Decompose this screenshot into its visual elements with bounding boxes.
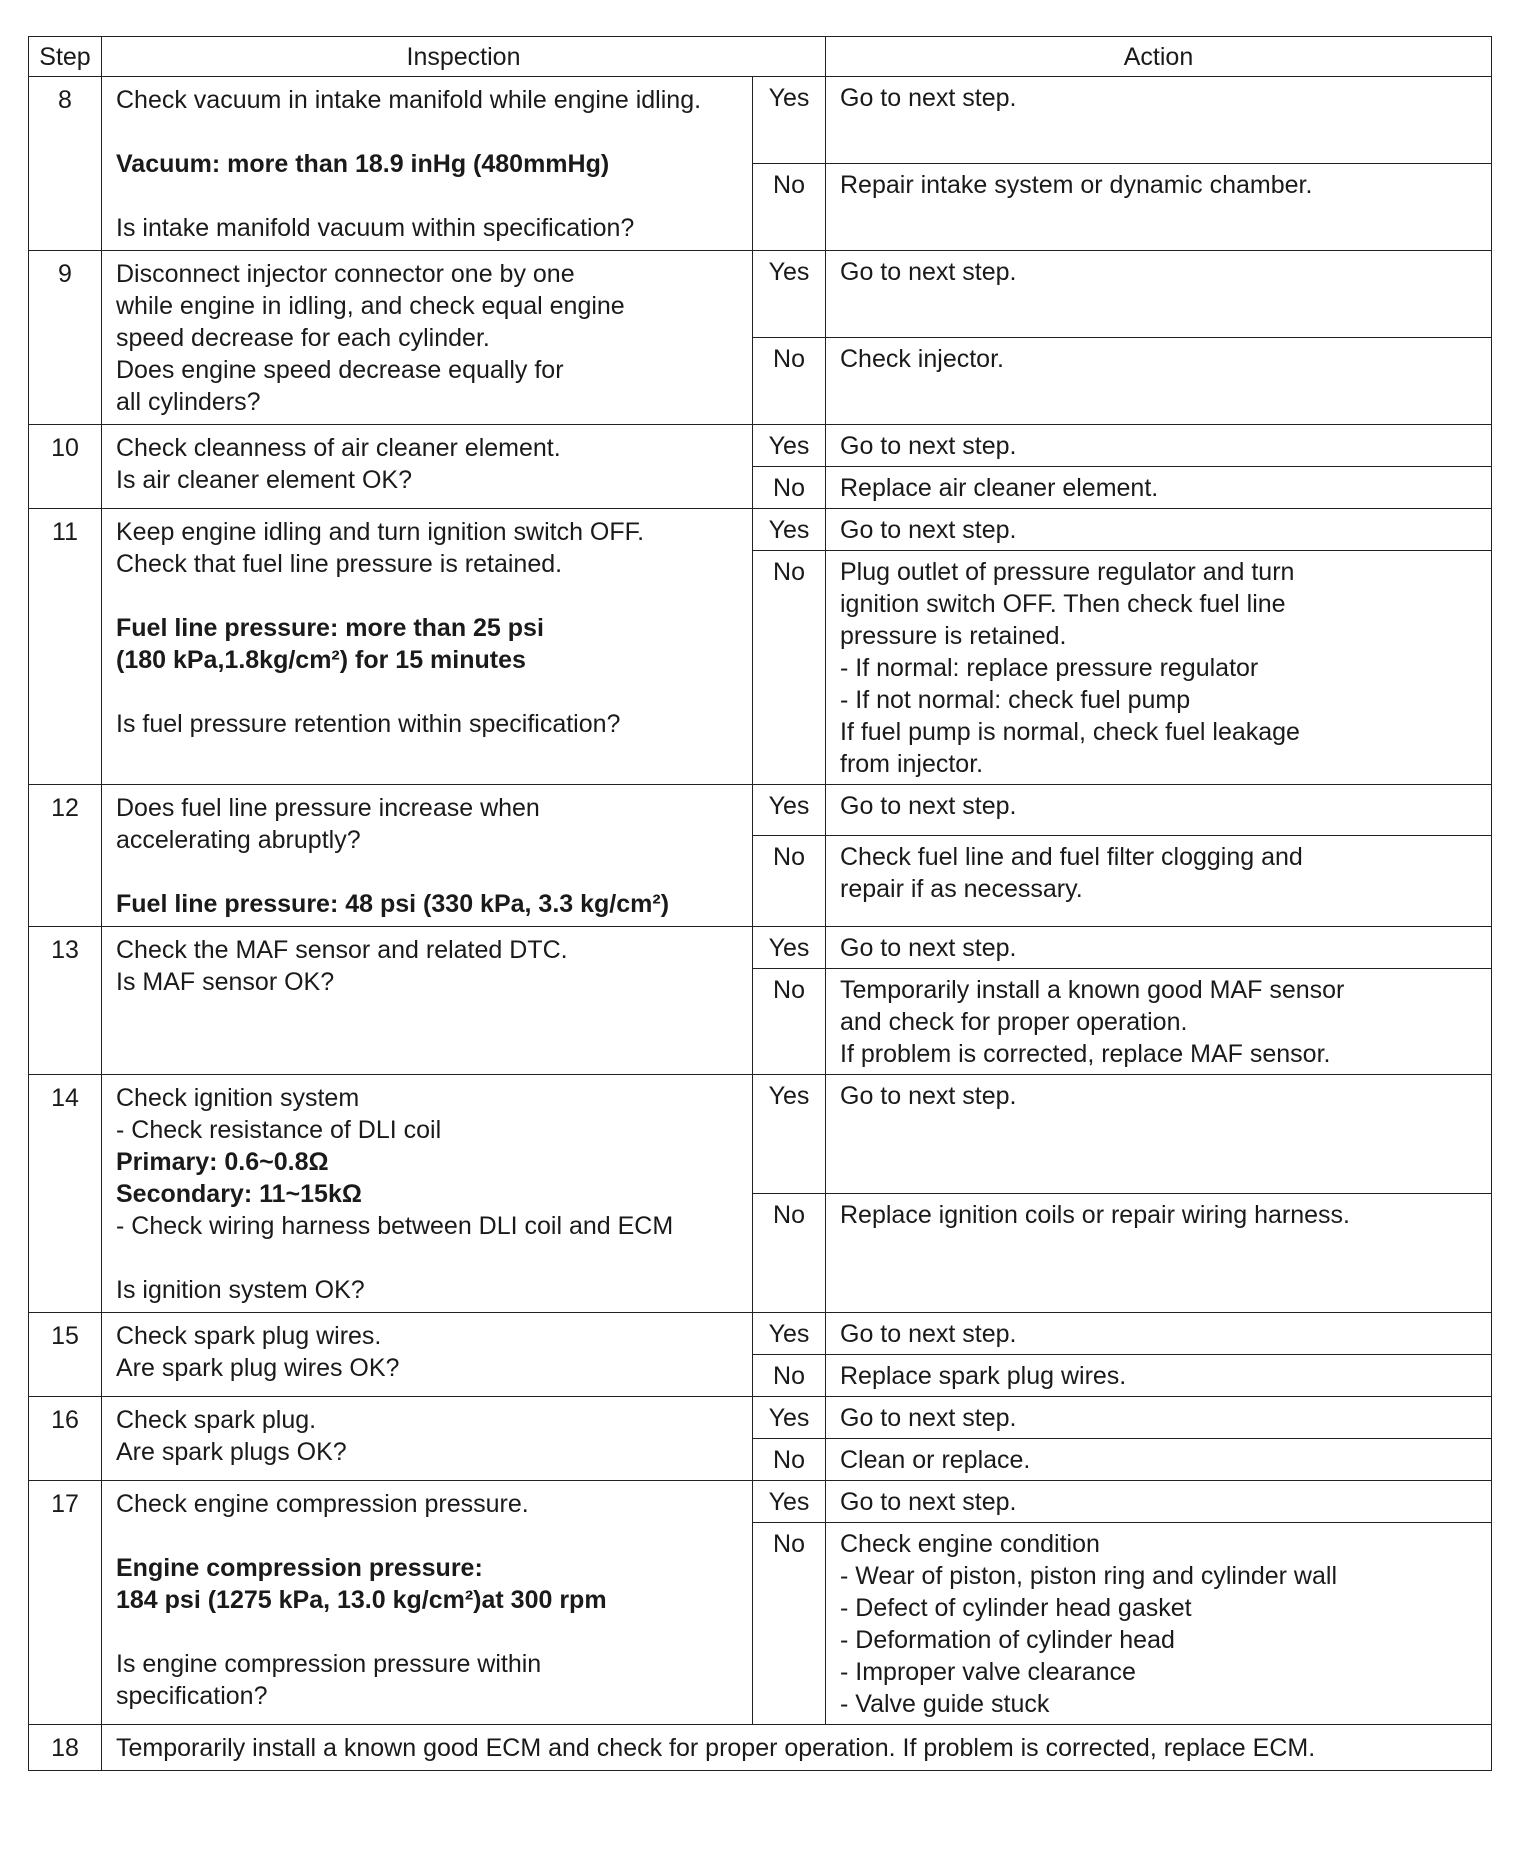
yes-label: Yes [753,785,826,836]
yes-action-line: Go to next step. [840,1082,1017,1110]
inspection-line: all cylinders? [116,388,261,416]
inspection-cell [102,77,753,251]
step-number: 10 [29,425,102,509]
inspection-spacer [116,676,738,708]
no-action [826,836,1492,927]
no-label: No [753,338,826,425]
inspection-line: Check spark plug. [116,1406,317,1434]
yes-label: Yes [753,927,826,969]
yes-label: Yes [753,1313,826,1355]
step-number: 12 [29,785,102,927]
no-action-line: from injector. [840,750,984,778]
no-action-line: Replace air cleaner element. [840,474,1159,502]
step-row-12 [29,785,1492,836]
step-number: 14 [29,1075,102,1313]
yes-action-line: Go to next step. [840,258,1017,286]
table-body [29,77,1492,1771]
inspection-line: Check engine compression pressure. [116,1490,529,1518]
final-instruction-text: Temporarily install a known good ECM and check for proper operation. If problem is corrected, replace ECM. [116,1734,1316,1762]
inspection-line: specification? [116,1682,268,1710]
yes-action-line: Go to next step. [840,1404,1017,1432]
yes-action [826,509,1492,551]
inspection-line: Check the MAF sensor and related DTC. [116,936,568,964]
yes-action-line: Go to next step. [840,84,1017,112]
no-action [826,467,1492,509]
step-number: 9 [29,251,102,425]
inspection-spacer [116,1520,738,1552]
no-action-line: Temporarily install a known good MAF sensor [840,976,1345,1004]
no-action-line: Plug outlet of pressure regulator and turn [840,558,1295,586]
no-action-line: Check fuel line and fuel filter clogging and [840,843,1303,872]
inspection-line: Engine compression pressure: [116,1554,483,1582]
no-action-line: Check engine condition [840,1530,1100,1558]
no-label: No [753,164,826,251]
inspection-line: Are spark plug wires OK? [116,1354,400,1382]
step-number: 17 [29,1481,102,1725]
inspection-line: Disconnect injector connector one by one [116,260,575,288]
no-action [826,164,1492,251]
no-action-line: - Wear of piston, piston ring and cylinder wall [840,1562,1337,1590]
inspection-line: Is intake manifold vacuum within specification? [116,214,635,242]
yes-action [826,1397,1492,1439]
yes-action-line: Go to next step. [840,934,1017,962]
yes-label: Yes [753,425,826,467]
no-action-line: - Deformation of cylinder head [840,1626,1175,1654]
step-row-10 [29,425,1492,467]
yes-action-line: Go to next step. [840,792,1017,820]
header-action: Action [826,37,1492,77]
step-row-9 [29,251,1492,338]
inspection-line: Fuel line pressure: 48 psi (330 kPa, 3.3 kg/cm²) [116,890,670,918]
no-action-line: If problem is corrected, replace MAF sensor. [840,1040,1331,1068]
no-action-line: pressure is retained. [840,622,1067,650]
yes-action [826,1481,1492,1523]
no-action-line: - Valve guide stuck [840,1690,1050,1718]
inspection-line: Check spark plug wires. [116,1322,382,1350]
inspection-cell [102,1075,753,1313]
yes-label: Yes [753,509,826,551]
yes-action-line: Go to next step. [840,516,1017,544]
inspection-line: Is MAF sensor OK? [116,968,335,996]
inspection-spacer [116,116,738,148]
inspection-spacer [116,580,738,612]
no-label: No [753,551,826,785]
inspection-cell [102,785,753,927]
inspection-cell [102,509,753,785]
header-row [29,37,1492,77]
yes-label: Yes [753,1397,826,1439]
inspection-line: Primary: 0.6~0.8Ω [116,1148,329,1176]
yes-action-line: Go to next step. [840,1488,1017,1516]
step-row-15 [29,1313,1492,1355]
no-label: No [753,1355,826,1397]
inspection-cell [102,1481,753,1725]
inspection-line: - Check wiring harness between DLI coil and ECM [116,1212,674,1240]
no-label: No [753,1194,826,1313]
inspection-line: Is ignition system OK? [116,1276,365,1304]
inspection-line: Check cleanness of air cleaner element. [116,434,561,462]
final-instruction [102,1725,1492,1771]
no-label: No [753,1523,826,1725]
no-action-line: - Defect of cylinder head gasket [840,1594,1192,1622]
no-action-line: - Improper valve clearance [840,1658,1136,1686]
inspection-table [28,36,1492,1771]
no-action [826,1355,1492,1397]
no-label: No [753,969,826,1075]
header-step: Step [29,37,102,77]
step-row-18 [29,1725,1492,1771]
inspection-spacer [116,856,738,888]
yes-label: Yes [753,1481,826,1523]
no-action-line: ignition switch OFF. Then check fuel line [840,590,1286,618]
no-action-line: - If not normal: check fuel pump [840,686,1191,714]
inspection-spacer [116,180,738,212]
inspection-line: while engine in idling, and check equal engine [116,292,625,320]
inspection-line: Check ignition system [116,1084,360,1112]
inspection-line: Check vacuum in intake manifold while engine idling. [116,86,702,114]
inspection-line: Vacuum: more than 18.9 inHg (480mmHg) [116,150,610,178]
no-action-line: repair if as necessary. [840,875,1083,904]
inspection-cell [102,1397,753,1481]
no-action [826,1523,1492,1725]
inspection-line: (180 kPa,1.8kg/cm²) for 15 minutes [116,646,526,674]
no-action-line: Replace spark plug wires. [840,1362,1127,1390]
step-row-14 [29,1075,1492,1194]
inspection-line: Check that fuel line pressure is retained. [116,550,563,578]
inspection-line: Is air cleaner element OK? [116,466,412,494]
inspection-line: Does fuel line pressure increase when [116,794,540,822]
yes-action [826,1075,1492,1194]
yes-action [826,1313,1492,1355]
inspection-line: speed decrease for each cylinder. [116,324,490,352]
yes-action [826,251,1492,338]
no-action-line: Clean or replace. [840,1446,1031,1474]
step-row-16 [29,1397,1492,1439]
inspection-line: - Check resistance of DLI coil [116,1116,442,1144]
step-number: 18 [29,1725,102,1771]
no-action [826,338,1492,425]
no-action-line: Check injector. [840,345,1004,373]
header-inspection: Inspection [102,37,826,77]
inspection-line: Keep engine idling and turn ignition switch OFF. [116,518,645,546]
step-number: 16 [29,1397,102,1481]
inspection-spacer [116,1242,738,1274]
inspection-line: Is engine compression pressure within [116,1650,542,1678]
step-row-13 [29,927,1492,969]
step-number: 15 [29,1313,102,1397]
no-action [826,969,1492,1075]
no-action-line: - If normal: replace pressure regulator [840,654,1259,682]
inspection-cell [102,927,753,1075]
no-label: No [753,1439,826,1481]
no-action [826,1194,1492,1313]
inspection-cell [102,251,753,425]
no-action-line: Replace ignition coils or repair wiring harness. [840,1201,1350,1229]
no-label: No [753,467,826,509]
no-action [826,551,1492,785]
inspection-line: accelerating abruptly? [116,826,361,854]
step-row-8 [29,77,1492,164]
yes-action-line: Go to next step. [840,432,1017,460]
yes-label: Yes [753,251,826,338]
inspection-line: Fuel line pressure: more than 25 psi [116,614,544,642]
yes-action [826,425,1492,467]
inspection-line: 184 psi (1275 kPa, 13.0 kg/cm²)at 300 rpm [116,1586,607,1614]
step-number: 13 [29,927,102,1075]
step-row-17 [29,1481,1492,1523]
yes-label: Yes [753,1075,826,1194]
inspection-line: Secondary: 11~15kΩ [116,1180,362,1208]
yes-action-line: Go to next step. [840,1320,1017,1348]
yes-action [826,785,1492,836]
no-action-line: If fuel pump is normal, check fuel leakage [840,718,1300,746]
yes-action [826,77,1492,164]
inspection-cell [102,425,753,509]
troubleshooting-sheet [28,36,1491,1866]
inspection-line: Does engine speed decrease equally for [116,356,564,384]
inspection-line: Are spark plugs OK? [116,1438,347,1466]
no-action-line: Repair intake system or dynamic chamber. [840,171,1313,199]
no-action-line: and check for proper operation. [840,1008,1188,1036]
no-label: No [753,836,826,927]
step-row-11 [29,509,1492,551]
no-action [826,1439,1492,1481]
yes-label: Yes [753,77,826,164]
step-number: 11 [29,509,102,785]
inspection-cell [102,1313,753,1397]
step-number: 8 [29,77,102,251]
inspection-spacer [116,1616,738,1648]
yes-action [826,927,1492,969]
inspection-line: Is fuel pressure retention within specification? [116,710,621,738]
